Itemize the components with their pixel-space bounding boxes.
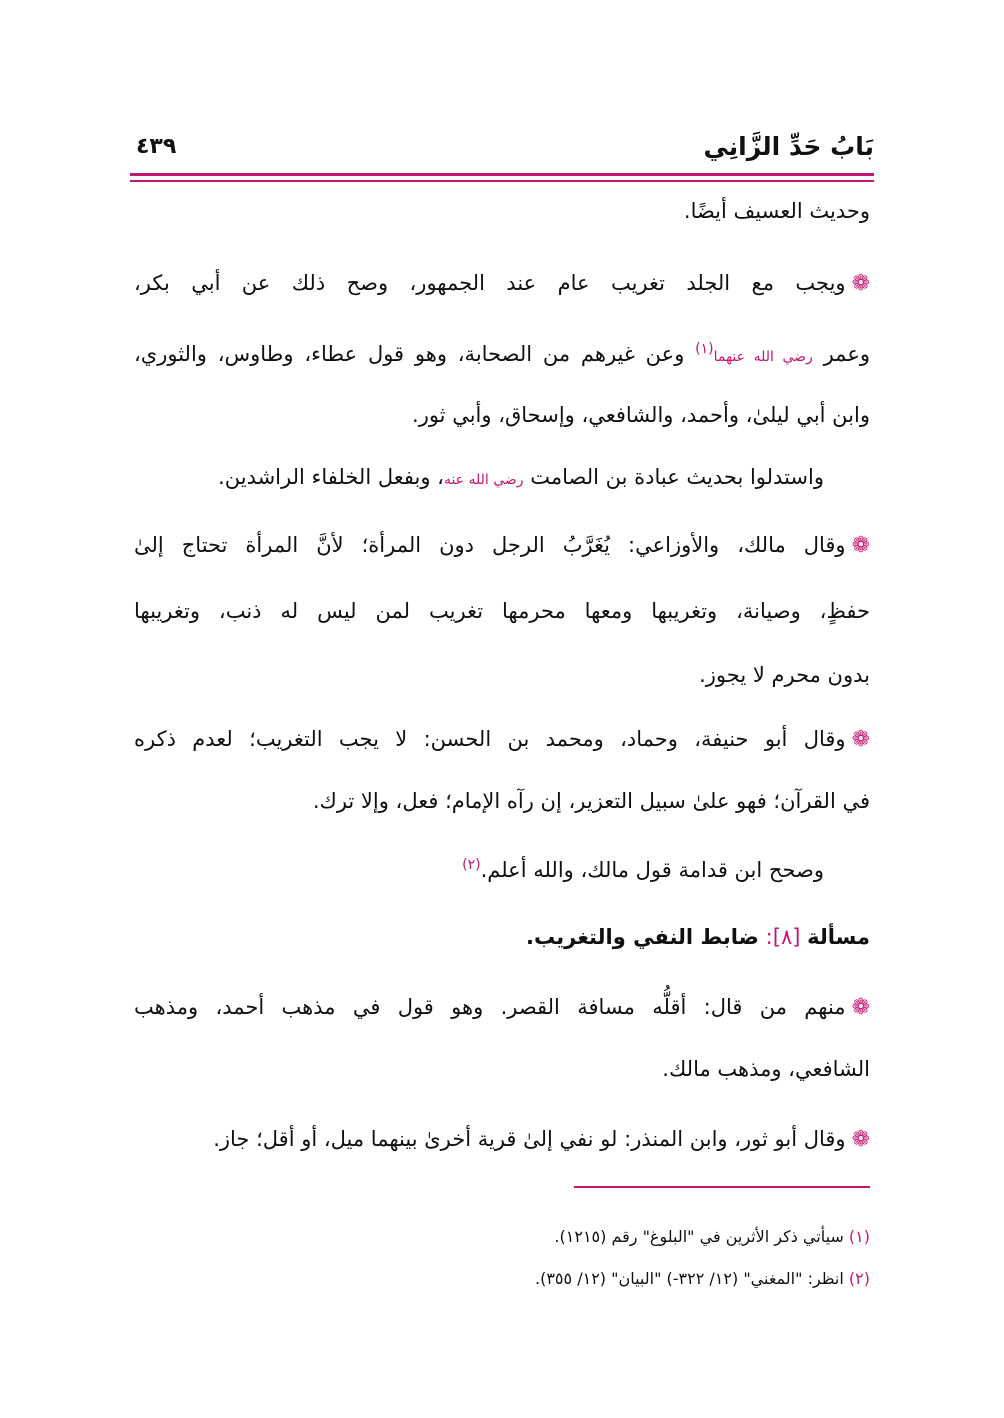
text-span: بدون محرم لا يجوز. bbox=[699, 663, 870, 687]
page-header bbox=[130, 128, 874, 172]
footnote-number: (٢) bbox=[848, 1269, 870, 1288]
text-span: وقال مالك، والأوزاعي: يُغَرَّبُ الرجل دون المرأة؛ لأنَّ المرأة تحتاج إلىٰ bbox=[134, 533, 846, 557]
text-span: واستدلوا بحديث عبادة بن الصامت bbox=[523, 465, 824, 489]
text-span: في القرآن؛ فهو علىٰ سبيل التعزير، إن رآه الإمام؛ فعل، وإلا ترك. bbox=[312, 789, 870, 813]
paragraph-line bbox=[134, 658, 870, 692]
footnote-text: انظر: "المغني" (١٢/ ٣٢٢-) "البيان" (١٢/ ٣٥٥). bbox=[535, 1269, 849, 1288]
flower-icon: ❁ bbox=[851, 1127, 870, 1152]
flower-icon: ❁ bbox=[851, 727, 870, 752]
paragraph-line bbox=[134, 528, 870, 563]
text-span: وقال أبو حنيفة، وحماد، ومحمد بن الحسن: لا يجب التغريب؛ لعدم ذكره bbox=[134, 727, 846, 751]
issue-heading bbox=[134, 920, 870, 954]
flower-icon: ❁ bbox=[851, 995, 870, 1020]
footnote bbox=[134, 1224, 870, 1250]
footnote-text: سيأتي ذكر الأثرين في "البلوغ" رقم (١٢١٥). bbox=[554, 1227, 849, 1246]
honorific-mark: رضي الله عنه bbox=[443, 472, 524, 488]
paragraph-line bbox=[134, 990, 870, 1025]
paragraph-line bbox=[134, 398, 870, 432]
paragraph-line bbox=[134, 1122, 870, 1157]
footnote-ref: (٢) bbox=[462, 857, 481, 873]
paragraph-line bbox=[134, 266, 870, 301]
footnote-separator bbox=[574, 1186, 870, 1188]
footnote-ref: (١) bbox=[695, 341, 714, 357]
text-line bbox=[134, 194, 870, 228]
honorific-mark: رضي الله عنهما bbox=[713, 349, 813, 365]
header-rule-thin bbox=[130, 180, 874, 182]
paragraph-line bbox=[134, 722, 870, 757]
text-span: وصحح ابن قدامة قول مالك، والله أعلم. bbox=[480, 858, 824, 882]
text-span: وقال أبو ثور، وابن المنذر: لو نفي إلىٰ قرية أخرىٰ بينهما ميل، أو أقل؛ جاز. bbox=[213, 1127, 846, 1151]
paragraph-line bbox=[134, 594, 870, 628]
text-span: وحديث العسيف أيضًا. bbox=[683, 199, 870, 223]
text-span: ، وبفعل الخلفاء الراشدين. bbox=[218, 465, 444, 489]
paragraph-line bbox=[134, 784, 870, 818]
text-span: الشافعي، ومذهب مالك. bbox=[662, 1057, 870, 1081]
text-span: حفظٍ، وصيانة، وتغريبها ومعها محرمها تغريب لمن ليس له ذنب، وتغريبها bbox=[134, 599, 870, 623]
footnote bbox=[134, 1266, 870, 1292]
issue-title: ضابط النفي والتغريب. bbox=[526, 925, 759, 949]
paragraph-line bbox=[134, 848, 824, 887]
text-span: وابن أبي ليلىٰ، وأحمد، والشافعي، وإسحاق، وأبي ثور. bbox=[412, 403, 870, 427]
text-span: وعمر bbox=[812, 342, 870, 366]
header-rule bbox=[130, 173, 874, 176]
page-number: ٤٣٩ bbox=[136, 134, 177, 159]
issue-label: مسألة bbox=[807, 925, 870, 949]
paragraph-line bbox=[134, 1052, 870, 1086]
paragraph-line bbox=[134, 332, 870, 374]
text-span: منهم من قال: أقلُّه مسافة القصر. وهو قول في مذهب أحمد، ومذهب bbox=[134, 995, 846, 1019]
paragraph-line bbox=[134, 460, 824, 497]
issue-number: [٨]: bbox=[765, 925, 801, 949]
chapter-title: بَابُ حَدِّ الزَّانِي bbox=[703, 132, 874, 161]
text-span: وعن غيرهم من الصحابة، وهو قول عطاء، وطاوس، والثوري، bbox=[134, 342, 696, 366]
footnote-number: (١) bbox=[848, 1227, 870, 1246]
flower-icon: ❁ bbox=[851, 533, 870, 558]
flower-icon: ❁ bbox=[851, 271, 870, 296]
text-span: ويجب مع الجلد تغريب عام عند الجمهور، وصح ذلك عن أبي بكر، bbox=[134, 271, 846, 295]
